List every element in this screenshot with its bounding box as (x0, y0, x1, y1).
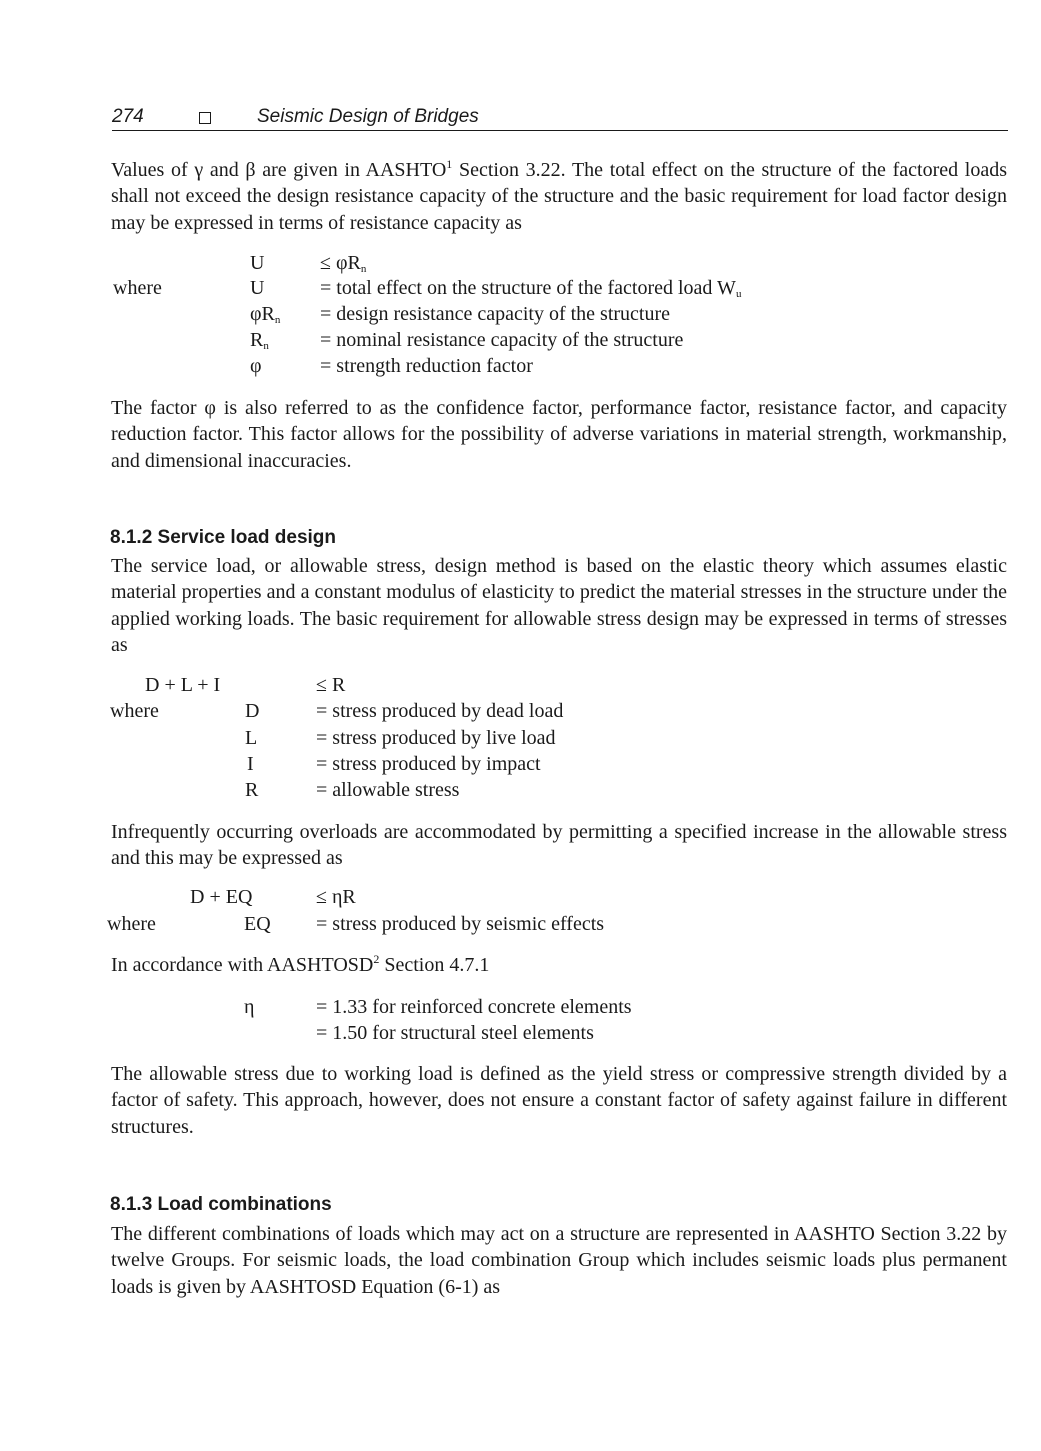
equation-lhs: D + EQ (190, 886, 253, 908)
symbol: EQ (244, 913, 271, 935)
where-label: where (113, 277, 162, 299)
definition: = strength reduction factor (320, 355, 533, 377)
book-title: Seismic Design of Bridges (257, 106, 479, 127)
equation-allowable-stress (0, 672, 1041, 698)
equation-rhs: ≤ $\varphi R_n$ (320, 252, 367, 275)
reference-superscript: 1 (446, 157, 453, 171)
symbol: L (245, 727, 258, 749)
where-row (0, 327, 1041, 353)
square-separator-icon (199, 112, 211, 124)
eta-row (0, 1020, 1041, 1046)
symbol: I (247, 753, 254, 775)
symbol: U (250, 277, 265, 299)
definition: = nominal resistance capacity of the structure (320, 329, 684, 351)
accordance-text-2: Section 4.7.1 (379, 954, 490, 976)
equation-seismic (0, 884, 1041, 910)
where-label: where (107, 913, 156, 935)
where-row (0, 777, 1041, 803)
definition: = allowable stress (316, 779, 460, 801)
service-load-paragraph: The service load, or allowable stress, design method is based on the elastic theory which assumes elastic material properties and a constant modulus of elasticity to predict the material stresses in the structure under the applied working loads. The basic requirement for allowable stress design may be expressed in terms of stresses as (111, 555, 1007, 656)
section-heading-812: 8.1.2 Service load design (110, 527, 336, 548)
equation-lhs: U (250, 252, 265, 274)
equation-rhs: ≤ R (316, 674, 346, 696)
definition: = 1.50 for structural steel elements (316, 1022, 594, 1044)
where-row (0, 751, 1041, 777)
where-row (0, 301, 1041, 327)
where-row (0, 725, 1041, 751)
intro-text-1: Values of γ and β are given in AASHTO (111, 159, 447, 181)
section-heading-813: 8.1.3 Load combinations (110, 1194, 332, 1215)
phi-paragraph: The factor φ is also referred to as the confidence factor, performance factor, resistance factor, and capacity reduction factor. This factor allows for the possibility of adverse variations in material strength, workmanship, and dimensional inaccuracies. (111, 397, 1007, 472)
equation-lhs: D + L + I (145, 674, 221, 696)
overload-paragraph: Infrequently occurring overloads are accommodated by permitting a specified increase in the allowable stress and this may be expressed as (111, 821, 1007, 870)
symbol: η (244, 996, 255, 1018)
symbol: D (245, 700, 260, 722)
symbol: φ (250, 355, 262, 377)
where-label: where (110, 700, 159, 722)
reference-superscript: 2 (373, 952, 380, 966)
definition: = stress produced by dead load (316, 700, 564, 722)
definition: = stress produced by seismic effects (316, 913, 605, 935)
where-row (0, 275, 1041, 301)
running-header (112, 104, 1008, 131)
accordance-text-1: In accordance with AASHTOSD (111, 954, 374, 976)
definition: = total effect on the structure of the factored load $W_u$ (320, 277, 742, 300)
accordance-paragraph (111, 952, 1007, 978)
symbol: $R_n$ (250, 329, 269, 352)
intro-paragraph (111, 157, 1007, 236)
definition: = stress produced by impact (316, 753, 541, 775)
allowable-stress-paragraph: The allowable stress due to working load is defined as the yield stress or compressive strength divided by a factor of safety. This approach, however, does not ensure a constant factor of safety against failure in different structures. (111, 1063, 1007, 1138)
definition: = 1.33 for reinforced concrete elements (316, 996, 632, 1018)
where-row (0, 911, 1041, 937)
intro-text-2: Section 3.22. The total effect on the structure of the factored loads shall not exceed the design resistance capacity of the structure and the basic requirement for load factor design may be expressed in terms of resistance capacity as (111, 159, 1007, 234)
where-row (0, 353, 1041, 379)
page-number: 274 (112, 106, 144, 127)
definition: = design resistance capacity of the structure (320, 303, 671, 325)
symbol: R (245, 779, 259, 801)
equation-resistance (0, 250, 1041, 276)
eta-row (0, 994, 1041, 1020)
load-combinations-paragraph: The different combinations of loads which may act on a structure are represented in AASHTO Section 3.22 by twelve Groups. For seismic loads, the load combination Group which includes seismic loads plus permanent loads is given by AASHTOSD Equation (6-1) as (111, 1223, 1007, 1298)
symbol: $\varphi R_n$ (250, 303, 281, 326)
where-row (0, 698, 1041, 724)
equation-rhs: ≤ ηR (316, 886, 356, 908)
definition: = stress produced by live load (316, 727, 556, 749)
